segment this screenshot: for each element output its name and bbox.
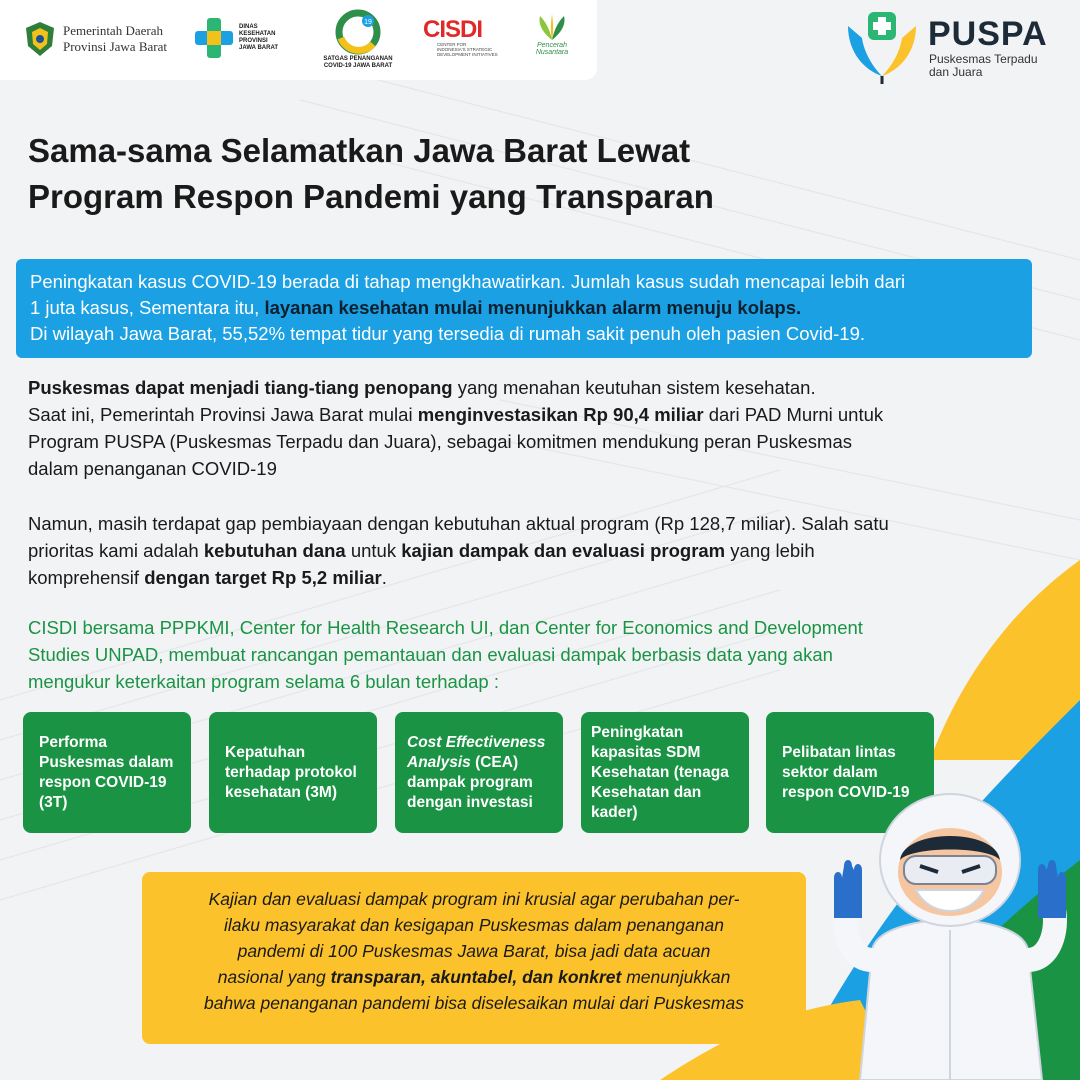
satgas-line2: COVID-19 JAWA BARAT (323, 63, 393, 69)
card1-line1: Performa (39, 733, 108, 751)
p2-text2: prioritas kami adalah (28, 540, 204, 561)
conclusion-line5: bahwa penanganan pandemi bisa diselesaikan mulai dari Puskesmas (204, 993, 744, 1013)
dinkes-line4: JAWA BARAT (239, 45, 278, 51)
logo-nusantara (532, 14, 572, 56)
jabar-crest-icon (24, 20, 56, 58)
puspa-hands-cross-icon (842, 8, 922, 84)
paragraph-funding-gap (28, 510, 1068, 591)
p2-text1: Namun, masih terdapat gap pembiayaan dengan kebutuhan aktual program (Rp 128,7 miliar). Salah satu (28, 513, 889, 534)
nusantara-leaf-icon (532, 14, 572, 42)
card4-line2: kapasitas SDM (591, 743, 701, 761)
card4-line1: Peningkatan (591, 723, 684, 741)
card3-italic2: Analysis (407, 753, 471, 771)
puspa-tagline (929, 53, 1069, 79)
conclusion-line3: pandemi di 100 Puskesmas Jawa Barat, bisa jadi data acuan (237, 941, 711, 961)
dinkes-line1: DINAS (239, 24, 258, 30)
dinkes-line3: PROVINSI (239, 38, 268, 44)
jabar-line2: Provinsi Jawa Barat (63, 39, 167, 54)
cisdi-sub3: DEVELOPMENT INITIATIVES (437, 52, 498, 57)
card3-line4: dengan investasi (407, 793, 533, 811)
conclusion-line1: Kajian dan evaluasi dampak program ini krusial agar perubahan per- (208, 889, 740, 909)
card3-rest2: (CEA) (470, 753, 519, 771)
card5-line3: respon COVID-19 (782, 783, 910, 801)
card5-line2: sektor dalam (782, 763, 878, 781)
p2-bold3: dengan target Rp 5,2 miliar (144, 567, 382, 588)
logo-jabar (24, 20, 167, 58)
card3-italic1: Cost Effectiveness (407, 733, 546, 751)
partner-logo-bar (0, 0, 597, 80)
satgas-ring-icon (333, 8, 383, 56)
p2-text6: . (381, 567, 387, 588)
conclusion-line4-bold: transparan, akuntabel, dan konkret (330, 967, 622, 987)
puspa-title: PUSPA (928, 15, 1048, 53)
p1-text3: dari PAD Murni untuk (703, 404, 884, 425)
logo-satgas (308, 8, 408, 70)
paragraph-cisdi-partners (28, 614, 1068, 695)
card4-line4: Kesehatan dan (591, 783, 702, 801)
covid-alert-box (16, 259, 1032, 358)
satgas-line1: SATGAS PENANGANAN (323, 56, 393, 62)
nusantara-line1: Pencerah (537, 42, 567, 49)
p2-bold2: kajian dampak dan evaluasi program (401, 540, 726, 561)
card1-line3: respon COVID-19 (39, 773, 167, 791)
headline-line2: Program Respon Pandemi yang Transparan (28, 178, 714, 215)
dinkes-cross-icon (193, 16, 235, 60)
conclusion-line4-suffix: menunjukkan (621, 967, 731, 987)
p1-text1: yang menahan keutuhan sistem kesehatan. (452, 377, 816, 398)
p1-text5: dalam penanganan COVID-19 (28, 458, 277, 479)
health-worker-illustration (820, 790, 1080, 1080)
card-cea (395, 712, 563, 833)
page-title (28, 128, 788, 220)
p1-bold2: menginvestasikan Rp 90,4 miliar (417, 404, 704, 425)
card5-line1: Pelibatan lintas (782, 743, 896, 761)
card2-line2: terhadap protokol (225, 763, 357, 781)
p1-text2: Saat ini, Pemerintah Provinsi Jawa Barat mulai (28, 404, 418, 425)
conclusion-box (142, 872, 806, 1044)
logo-cisdi (423, 18, 498, 57)
card-sdm (581, 712, 749, 833)
puspa-tagline-line2: dan Juara (929, 65, 983, 79)
nusantara-line2: Nusantara (535, 49, 569, 56)
p3-line1: CISDI bersama PPPKMI, Center for Health Research UI, dan Center for Economics and Development (28, 617, 863, 638)
conclusion-line2: ilaku masyarakat dan kesigapan Puskesmas dalam penanganan (223, 915, 725, 935)
card1-line2: Puskesmas dalam (39, 753, 174, 771)
card2-line1: Kepatuhan (225, 743, 306, 761)
alert-line1: Peningkatan kasus COVID-19 berada di tahap mengkhawatirkan. Jumlah kasus sudah mencapai lebih dari (30, 271, 906, 292)
p3-line3: mengukur keterkaitan program selama 6 bulan terhadap : (28, 671, 499, 692)
alert-line2 (30, 295, 1018, 321)
card3-line3: dampak program (407, 773, 533, 791)
puspa-tagline-line1: Puskesmas Terpadu (929, 52, 1038, 66)
card4-line5: kader) (591, 803, 638, 821)
card-performa (23, 712, 191, 833)
p1-text4: Program PUSPA (Puskesmas Terpadu dan Juara), sebagai komitmen mendukung peran Puskesmas (28, 431, 853, 452)
p2-text5: komprehensif (28, 567, 145, 588)
alert-line3: Di wilayah Jawa Barat, 55,52% tempat tidur yang tersedia di rumah sakit penuh oleh pasien Covid-19. (30, 323, 866, 344)
card2-line3: kesehatan (3M) (225, 783, 337, 801)
jabar-line1: Pemerintah Daerah (63, 23, 163, 38)
p2-text3: untuk (345, 540, 402, 561)
cisdi-sub1: CENTER FOR (437, 42, 467, 47)
p2-bold1: kebutuhan dana (203, 540, 346, 561)
alert-line2-prefix: 1 juta kasus, Sementara itu, (30, 297, 265, 318)
card-kepatuhan (209, 712, 377, 833)
p3-line2: Studies UNPAD, membuat rancangan pemantauan dan evaluasi dampak berbasis data yang akan (28, 644, 833, 665)
card1-line4: (3T) (39, 793, 68, 811)
alert-line2-bold: layanan kesehatan mulai menunjukkan alarm menuju kolaps. (264, 297, 802, 318)
cisdi-logo-icon: CISDI (423, 16, 483, 43)
card4-line3: Kesehatan (tenaga (591, 763, 729, 781)
cisdi-sub2: INDONESIA'S STRATEGIC (437, 47, 493, 52)
dinkes-line2: KESEHATAN (239, 31, 276, 37)
logo-dinkes (193, 16, 278, 60)
conclusion-line4-prefix: nasional yang (217, 967, 331, 987)
headline-line1: Sama-sama Selamatkan Jawa Barat Lewat (28, 132, 691, 169)
p2-text4: yang lebih (725, 540, 815, 561)
paragraph-puskesmas (28, 374, 1068, 482)
satgas-badge: 19 (364, 19, 372, 26)
p1-bold1: Puskesmas dapat menjadi tiang-tiang penopang (28, 377, 453, 398)
